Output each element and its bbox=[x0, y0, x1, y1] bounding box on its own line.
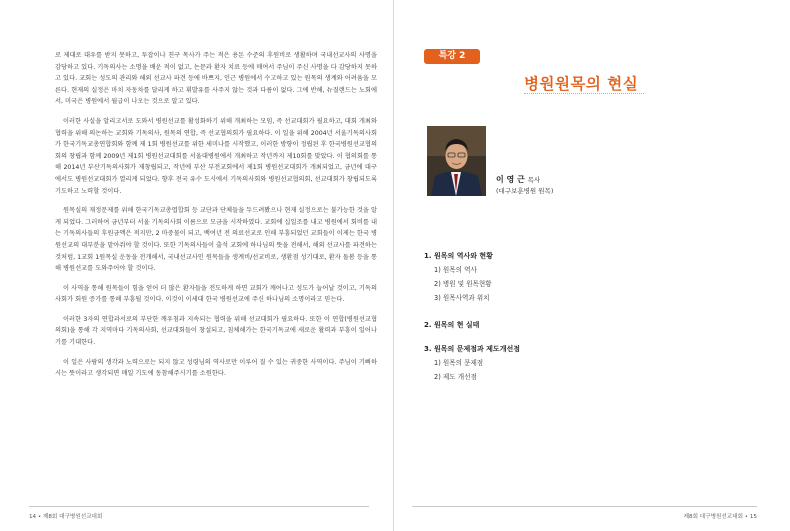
outline-item: 3) 원목사역과 위치 bbox=[434, 294, 490, 302]
outline-subitems bbox=[424, 263, 492, 305]
outline-section bbox=[424, 320, 479, 330]
outline-item: 1) 원목의 역사 bbox=[434, 266, 477, 274]
outline-section bbox=[424, 251, 493, 261]
footer-divider bbox=[29, 506, 369, 507]
lecture-badge: 특강 2 bbox=[424, 49, 480, 64]
paragraph: 로 제대로 대우를 받지 못하고, 투잡이나 친구 목사가 주는 적은 용돈 수준의 후원비로 생활하며 국내선교사의 사명을 감당하고 있다. 기독의사는 소명을 배운 적이 없고, 논문과 환자 치료 등에 매여서 주님이 주신 사명을 다 감당하지 못하고 있다. 교회는 성도의 관리와 해외 선교사 파견 등에 바쁘지, 인근 병원에서 수고하고 있는 원목의 생계와 어려움을 모른다. 현재의 실정은 마치 자동차를 달리게 하고 휘발유를 사주지 않는 것과 다름이 없다. 그에 반해, 뉴질랜드는 노회에서, 미국은 병원에서 월급이 나오는 것으로 알고 있다. bbox=[55, 52, 377, 106]
speaker-name bbox=[496, 174, 540, 185]
speaker-photo bbox=[427, 126, 486, 196]
body-text bbox=[55, 50, 377, 388]
paragraph: 이 사역을 통해 원목들이 힘을 얻어 더 많은 환자들을 전도하게 하면 교회가 깨어나고 성도가 늘어날 것이고, 기독의사회가 회원 증가를 통해 부흥될 것이다. 이것이 이세대 한국 병원선교에 주신 하나님의 소명이라고 믿는다. bbox=[55, 284, 377, 304]
footer-divider bbox=[412, 506, 757, 507]
section-heading: 3. 원목의 문제점과 제도개선점 bbox=[424, 345, 520, 353]
paragraph: 원목실의 재정문제를 위해 한국기독교총엽합회 등 교단과 단체들을 두드려봤으나 현재 실정으로는 불가능한 것을 알게 되었다. 그러하여 금년부터 서울 기독의사회 이름으로 모금을 시작하였다. 교회에 십일조를 내고 병원에서 회비를 내는 기독의사들의 후원금액은 적지만, 2 마중물이 되고, 백여년 전 의료선교로 인해 부흥되었던 교회들이 이제는 한국 병원선교의 대부분을 맡아줘야 할 것이다. 또한 기독의사들이 출석 교회에 하나님의 뜻을 전해서, 해외 선교사를 파견하는 것처럼, 1교회 1원목실 운동을 전개해서, 국내선교사인 원목들을 생계비/선교비로, 생환점 성기대로, 환자 돌봄 등을 통해 병원선교를 도와주어야 할 것이다. bbox=[55, 207, 377, 273]
title-underline bbox=[524, 93, 644, 96]
outline-subitems bbox=[424, 356, 483, 384]
speaker-role: 목사 bbox=[527, 176, 541, 184]
outline-item: 1) 원목의 문제점 bbox=[434, 359, 484, 367]
outline-item: 2) 제도 개선점 bbox=[434, 373, 477, 381]
speaker-name-text: 이 영 근 bbox=[496, 175, 525, 184]
page-footer: 제8회 대구병원선교대회 • 15 bbox=[683, 514, 757, 520]
page-footer: 14 • 제8회 대구병원선교대회 bbox=[29, 514, 103, 520]
right-page bbox=[394, 0, 790, 531]
paragraph: 이러한 사실을 알리고서로 도와서 병원선교를 활성화하기 위해 개최하는 모임, 즉 선교대회가 필요하고, 대회 개최와협력을 위해 의논하는 교회와 기독의사, 원목의 연합, 즉 선교협의회가 필요하다. 이 일을 위해 2004년 서울기독의사회가 한국기독교총연합회와 함께 제 1회 병원선교를 위한 세미나를 시작했고, 이러한 방향이 정립된 후 한국병원선교협의회의 창립과 함께 2009년 제1회 병원선교대회를 서울대병원에서 개최하고 작년까지 제10회를 맞았다. 이 협의회를 통해 2014년 부산기독의사회가 재창립되고, 작년에 부산 부전교회에서 제1회 병원선교대회가 개최되었고, 금년에 대구에서도 병원선교대회가 열리게 되었다. 향후 전국 유수 도시에서 기독의사회와 병원선교협의회, 선교대회가 창립되도록 기도하고 노력할 것이다. bbox=[55, 117, 377, 195]
outline-item: 2) 병원 및 원목현황 bbox=[434, 280, 492, 288]
outline-section bbox=[424, 344, 520, 354]
page-title: 병원원목의 현실 bbox=[524, 75, 639, 93]
speaker-affiliation: (대구보훈병원 원목) bbox=[496, 187, 554, 195]
portrait-image bbox=[427, 126, 486, 196]
paragraph: 이 일은 사람의 생각과 노력으로는 되지 않고 성령님의 역사로만 이루어 질 수 있는 귀중한 사역이다. 주님이 기뻐하시는 뜻이라고 생각되면 매일 기도에 동참해주시기를 소원한다. bbox=[55, 358, 377, 378]
paragraph: 이러한 3자의 연합과서로의 부단한 깨우침과 지속되는 협력을 위해 선교대회가 필요하다. 또한 이 연합(병원선교협의회)을 통해 각 지역마다 기독의사회, 선교대회들이 창설되고, 침체해가는 한국기독교에 새로운 활력과 부흥이 일어나기를 기대한다. bbox=[55, 315, 377, 347]
left-page bbox=[0, 0, 394, 531]
section-heading: 1. 원목의 역사와 현황 bbox=[424, 252, 493, 260]
section-heading: 2. 원목의 현 실태 bbox=[424, 321, 480, 329]
